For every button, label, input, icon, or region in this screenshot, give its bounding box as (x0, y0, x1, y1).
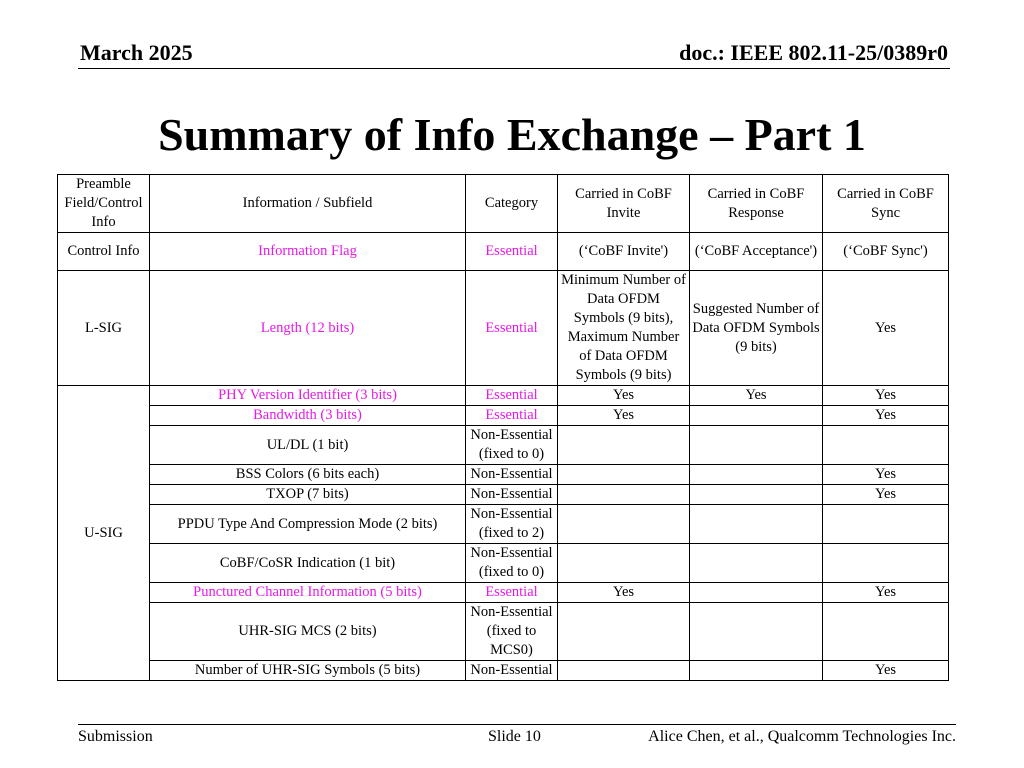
row-response: Suggested Number of Data OFDM Symbols (9 bits) (690, 271, 823, 386)
row-invite (558, 603, 690, 661)
row-info: BSS Colors (6 bits each) (150, 465, 466, 485)
table-row (58, 233, 949, 271)
row-sync: Yes (823, 583, 949, 603)
row-category: Non-Essential (466, 465, 558, 485)
header-doc-number: doc.: IEEE 802.11-25/0389r0 (679, 40, 948, 65)
row-response (690, 426, 823, 465)
row-category: Non-Essential (fixed to MCS0) (466, 603, 558, 661)
row-sync: (‘CoBF Sync') (823, 233, 949, 271)
row-category: Essential (466, 271, 558, 386)
group-control-info: Control Info (58, 233, 150, 271)
header-divider (78, 68, 950, 69)
row-response: (‘CoBF Acceptance') (690, 233, 823, 271)
row-category: Non-Essential (fixed to 0) (466, 544, 558, 583)
table-row (58, 465, 949, 485)
row-response (690, 485, 823, 505)
row-sync (823, 603, 949, 661)
row-info: Punctured Channel Information (5 bits) (150, 583, 466, 603)
header-information-subfield: Information / Subfield (150, 175, 466, 233)
row-sync: Yes (823, 406, 949, 426)
info-exchange-table (57, 174, 949, 681)
header-carried-response: Carried in CoBF Response (690, 175, 823, 233)
table-row (58, 406, 949, 426)
row-response (690, 406, 823, 426)
table-row (58, 271, 949, 386)
header-preamble-field: Preamble Field/Control Info (58, 175, 150, 233)
row-invite: Minimum Number of Data OFDM Symbols (9 bits), Maximum Number of Data OFDM Symbols (9 bits) (558, 271, 690, 386)
row-response (690, 544, 823, 583)
row-sync: Yes (823, 271, 949, 386)
row-response (690, 583, 823, 603)
row-invite (558, 505, 690, 544)
row-response: Yes (690, 386, 823, 406)
row-sync (823, 505, 949, 544)
row-info: Number of UHR-SIG Symbols (5 bits) (150, 661, 466, 681)
row-invite: Yes (558, 406, 690, 426)
table-header-row (58, 175, 949, 233)
row-invite: (‘CoBF Invite') (558, 233, 690, 271)
row-category: Essential (466, 406, 558, 426)
table-row (58, 544, 949, 583)
row-sync: Yes (823, 485, 949, 505)
row-invite (558, 661, 690, 681)
header-carried-invite: Carried in CoBF Invite (558, 175, 690, 233)
row-invite (558, 544, 690, 583)
table-row (58, 603, 949, 661)
row-invite: Yes (558, 386, 690, 406)
row-sync (823, 426, 949, 465)
row-invite: Yes (558, 583, 690, 603)
header-carried-sync: Carried in CoBF Sync (823, 175, 949, 233)
table-row (58, 505, 949, 544)
row-info: Bandwidth (3 bits) (150, 406, 466, 426)
row-response (690, 603, 823, 661)
table-row (58, 661, 949, 681)
footer-author: Alice Chen, et al., Qualcomm Technologies Inc. (648, 728, 956, 745)
footer-submission: Submission (78, 728, 153, 745)
row-category: Essential (466, 583, 558, 603)
row-invite (558, 465, 690, 485)
row-invite (558, 485, 690, 505)
table-row (58, 583, 949, 603)
slide-title: Summary of Info Exchange – Part 1 (158, 109, 866, 160)
row-info: TXOP (7 bits) (150, 485, 466, 505)
row-category: Non-Essential (fixed to 2) (466, 505, 558, 544)
row-category: Non-Essential (466, 485, 558, 505)
row-sync: Yes (823, 661, 949, 681)
group-u-sig: U-SIG (58, 386, 150, 681)
row-sync: Yes (823, 465, 949, 485)
row-response (690, 661, 823, 681)
row-sync (823, 544, 949, 583)
row-category: Non-Essential (466, 661, 558, 681)
header-category: Category (466, 175, 558, 233)
group-l-sig: L-SIG (58, 271, 150, 386)
row-info: UL/DL (1 bit) (150, 426, 466, 465)
row-category: Essential (466, 386, 558, 406)
row-invite (558, 426, 690, 465)
row-category: Essential (466, 233, 558, 271)
row-response (690, 465, 823, 485)
row-info: Length (12 bits) (150, 271, 466, 386)
row-info: UHR-SIG MCS (2 bits) (150, 603, 466, 661)
row-info: Information Flag (150, 233, 466, 271)
footer-slide-number: Slide 10 (488, 728, 541, 745)
row-category: Non-Essential (fixed to 0) (466, 426, 558, 465)
row-info: PHY Version Identifier (3 bits) (150, 386, 466, 406)
table-row (58, 426, 949, 465)
table-row (58, 386, 949, 406)
row-response (690, 505, 823, 544)
row-info: PPDU Type And Compression Mode (2 bits) (150, 505, 466, 544)
footer-divider (78, 724, 956, 725)
row-sync: Yes (823, 386, 949, 406)
table-row (58, 485, 949, 505)
row-info: CoBF/CoSR Indication (1 bit) (150, 544, 466, 583)
header-date: March 2025 (80, 40, 193, 65)
